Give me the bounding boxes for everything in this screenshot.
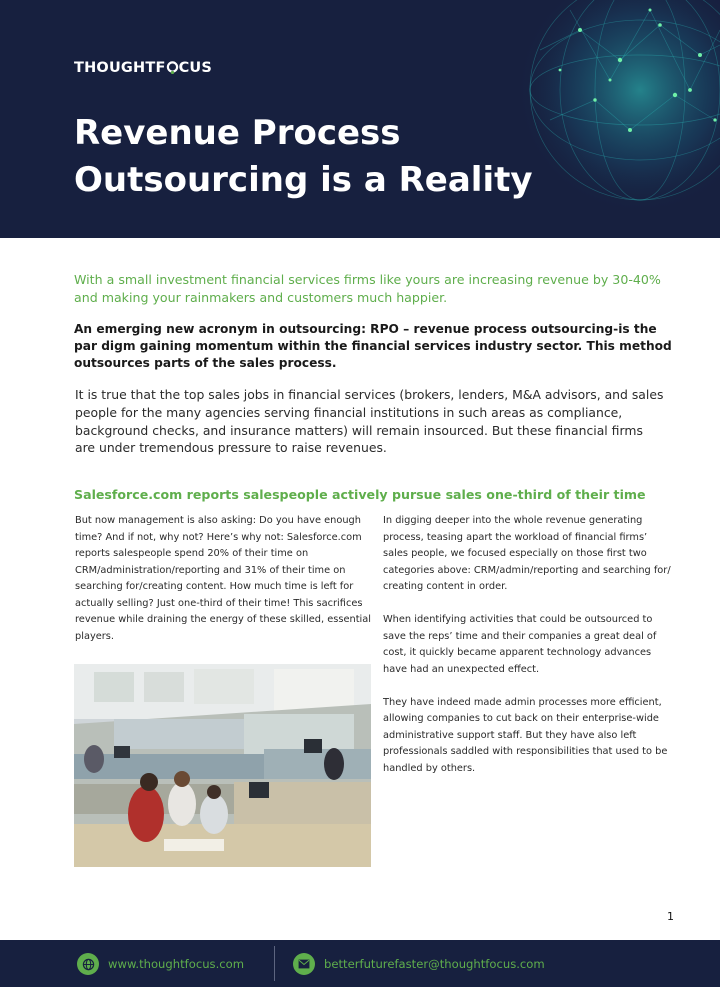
email-link[interactable]: betterfuturefaster@thoughtfocus.com: [324, 957, 545, 971]
page-title: [74, 110, 594, 204]
section-heading: Salesforce.com reports salespeople actively pursue sales one-third of their time: [74, 487, 646, 502]
page-number: 1: [667, 910, 674, 923]
envelope-icon: [293, 953, 315, 975]
footer-website[interactable]: [77, 953, 244, 975]
right-paragraph-3: They have indeed made admin processes more efficient, allowing companies to cut back on their enterprise-wide administrative support staff. But they have also left professionals saddled with responsibilities that used to be handled by others.: [383, 696, 668, 774]
logo-o-icon: [166, 61, 179, 73]
left-column-text: But now management is also asking: Do you have enough time? And if not, why not? Here’s why not: Salesforce.com reports salespeople spend 20% of their time on CRM/administration/reporting and 31% of their time on searching for/creating content. How much time is left for actually selling? Just one-third of their time! This sacrifices revenue while draining the energy of these skilled, essential players.: [75, 515, 371, 642]
bold-summary: An emerging new acronym in outsourcing: RPO – revenue process outsourcing-is the par digm gaining momentum within the financial services industry sector. This method outsources parts of the sales process.: [74, 322, 672, 370]
right-paragraph-1: In digging deeper into the whole revenue generating process, teasing apart the workload of financial firms’ sales people, we focused especially on those first two categories above: CRM/admin/reporting and searching for/ creating content in order.: [383, 515, 671, 592]
logo-part-1: THOUGHTF: [74, 60, 166, 76]
logo-part-2: CUS: [178, 60, 213, 76]
globe-icon: [77, 953, 99, 975]
right-column: [383, 513, 673, 794]
title-line-2: Outsourcing is a Reality: [74, 160, 533, 200]
website-link[interactable]: www.thoughtfocus.com: [108, 957, 245, 971]
header-banner: [0, 0, 720, 238]
thoughtfocus-logo: [74, 60, 212, 76]
footer-divider: [274, 946, 275, 981]
title-line-1: Revenue Process: [74, 113, 401, 153]
intro-paragraph: It is true that the top sales jobs in financial services (brokers, lenders, M&A advisors, and sales people for the many agencies serving financial institutions in such areas as compliance, background checks, and insurance matters) will remain insourced. But these financial firms are under tremendous pressure to raise revenues.: [75, 387, 664, 456]
right-paragraph-2: When identifying activities that could be outsourced to save the reps’ time and their companies a great deal of cost, it quickly became apparent technology advances have had an unexpected effect.: [383, 614, 657, 675]
footer-email[interactable]: [293, 953, 545, 975]
footer-bar: [0, 940, 720, 987]
lead-paragraph: With a small investment financial services firms like yours are increasing revenue by 30-40% and making your rainmakers and customers much happier.: [74, 272, 661, 305]
office-photo: [74, 664, 371, 867]
